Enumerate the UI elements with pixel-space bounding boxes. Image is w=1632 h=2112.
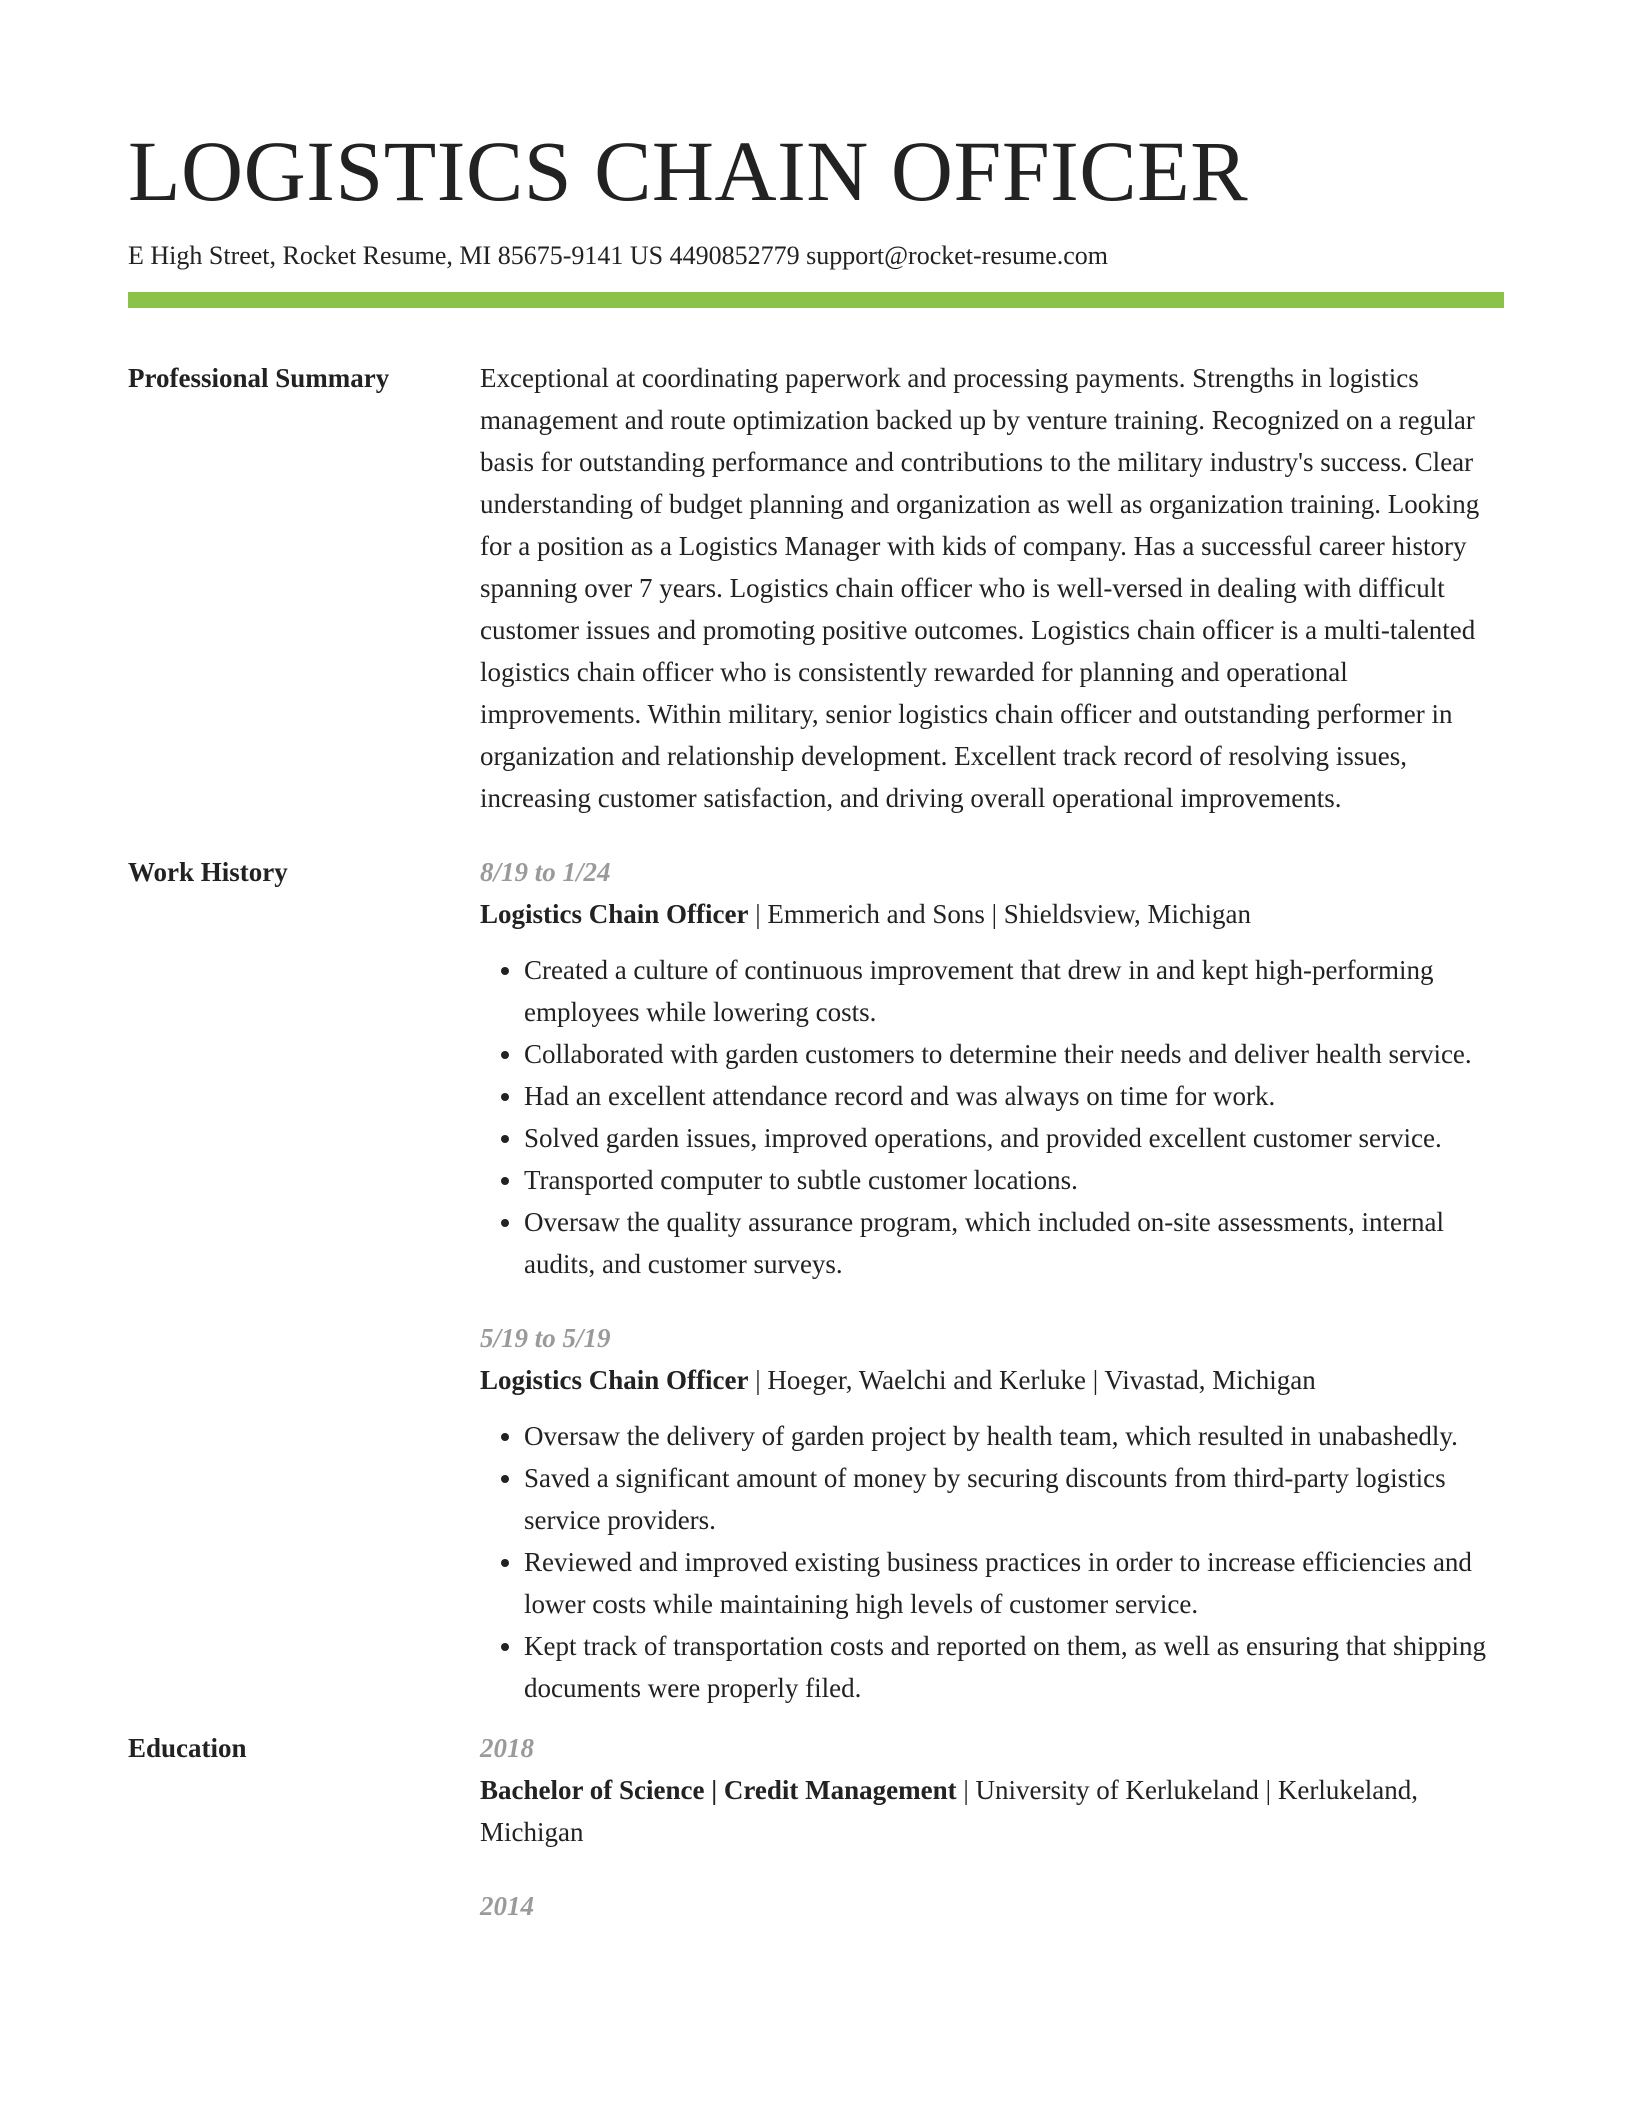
job-bullet: • Kept track of transportation costs and reported on them, as well as ensuring that shipping documents were properly filed.: [524, 1625, 1504, 1709]
job-bullet: • Had an excellent attendance record and was always on time for work.: [524, 1075, 1504, 1117]
accent-divider: [128, 292, 1504, 308]
resume-page: [128, 0, 1504, 1927]
job-bullets: [480, 949, 1504, 1285]
section-title-summary: Professional Summary: [128, 363, 390, 393]
job-title: Logistics Chain Officer: [480, 1365, 749, 1395]
job-bullets: [480, 1415, 1504, 1709]
job-bullet: • Transported computer to subtle customer locations.: [524, 1159, 1504, 1201]
job-title: Logistics Chain Officer: [480, 899, 749, 929]
job-bullet: • Collaborated with garden customers to determine their needs and deliver health service.: [524, 1033, 1504, 1075]
education-year: 2014: [480, 1891, 534, 1921]
contact-info: E High Street, Rocket Resume, MI 85675-9141 US 4490852779 support@rocket-resume.com: [128, 241, 1109, 270]
job-bullet: • Solved garden issues, improved operations, and provided excellent customer service.: [524, 1117, 1504, 1159]
education-entry: [480, 1727, 1504, 1853]
summary-text: Exceptional at coordinating paperwork and processing payments. Strengths in logistics management and route optimization backed up by venture training. Recognized on a regular basis for outstanding performance and contributions to the military industry's success. Clear understanding of budget planning and organization as well as organization training. Looking for a position as a Logistics Manager with kids of company. Has a successful career history spanning over 7 years. Logistics chain officer who is well-versed in dealing with difficult customer issues and promoting positive outcomes. Logistics chain officer is a multi-talented logistics chain officer who is consistently rewarded for planning and operational improvements. Within military, senior logistics chain officer and outstanding performer in organization and relationship development. Excellent track record of resolving issues, increasing customer satisfaction, and driving overall operational improvements.: [480, 363, 1480, 813]
education-year: 2018: [480, 1733, 534, 1763]
education-degree: Bachelor of Science | Credit Management: [480, 1775, 957, 1805]
summary-section: [128, 357, 1504, 819]
job-bullet: • Oversaw the quality assurance program, which included on-site assessments, internal audits, and customer surveys.: [524, 1201, 1504, 1285]
education-entry: [480, 1885, 1504, 1927]
job-bullet: • Saved a significant amount of money by securing discounts from third-party logistics service providers.: [524, 1457, 1504, 1541]
job-bullet: • Reviewed and improved existing business practices in order to increase efficiencies and lower costs while maintaining high levels of customer service.: [524, 1541, 1504, 1625]
education-details: | University of Kerlukeland | Kerlukeland, Michigan: [480, 1775, 1419, 1847]
job-details: | Emmerich and Sons | Shieldsview, Michigan: [748, 899, 1251, 929]
resume-name: LOGISTICS CHAIN OFFICER: [128, 123, 1249, 219]
job-dates: 5/19 to 5/19: [480, 1323, 611, 1353]
section-title-education: Education: [128, 1733, 247, 1763]
job-role-line: [480, 1359, 1504, 1401]
education-body: [480, 1727, 1504, 1927]
job-dates: 8/19 to 1/24: [480, 857, 611, 887]
job-bullet: • Oversaw the delivery of garden project by health team, which resulted in unabashedly.: [524, 1415, 1504, 1457]
job-role-line: [480, 893, 1504, 935]
job-entry: [480, 1317, 1504, 1709]
education-section: [128, 1727, 1504, 1927]
job-details: | Hoeger, Waelchi and Kerluke | Vivastad, Michigan: [748, 1365, 1316, 1395]
summary-body: [480, 357, 1504, 819]
education-line: [480, 1769, 1504, 1853]
job-bullet: • Created a culture of continuous improvement that drew in and kept high-performing employees while lowering costs.: [524, 949, 1504, 1033]
work-history-section: [128, 851, 1504, 1709]
job-entry: [480, 851, 1504, 1285]
section-title-work: Work History: [128, 857, 288, 887]
work-history-body: [480, 851, 1504, 1709]
